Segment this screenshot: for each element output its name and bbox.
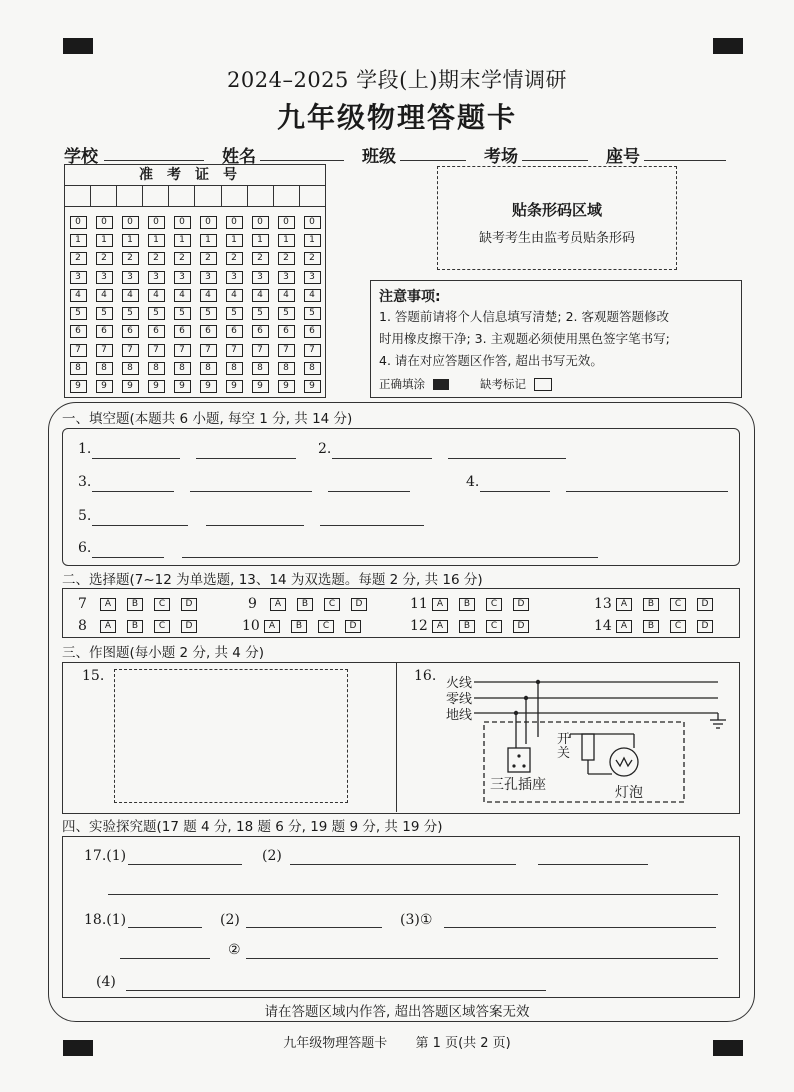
- digit-bubble[interactable]: 5: [252, 307, 269, 320]
- digit-bubble[interactable]: 0: [122, 216, 139, 229]
- section-1-box: [62, 428, 740, 566]
- ground-wire-junction: [514, 711, 518, 715]
- digit-bubble[interactable]: 7: [226, 344, 243, 357]
- choice-bubble[interactable]: C: [486, 620, 502, 633]
- q5-blank-2[interactable]: [206, 525, 304, 526]
- digit-bubble[interactable]: 7: [200, 344, 217, 357]
- circuit-diagram[interactable]: [396, 662, 738, 812]
- bubble-row: [65, 268, 325, 286]
- class-field[interactable]: [400, 160, 466, 161]
- answer-card-title: 九年级物理答题卡: [276, 101, 517, 134]
- neutral-wire-label: 零线: [446, 692, 473, 707]
- digit-bubble[interactable]: 2: [252, 252, 269, 265]
- choice-bubble[interactable]: B: [459, 598, 475, 611]
- q1-blank-2[interactable]: [196, 458, 296, 459]
- digit-bubble[interactable]: 1: [278, 234, 295, 247]
- digit-bubble[interactable]: 8: [304, 362, 321, 375]
- question-number: 12: [410, 618, 428, 634]
- digit-bubble[interactable]: 5: [122, 307, 139, 320]
- bubble-row: [65, 231, 325, 249]
- digit-bubble[interactable]: 7: [252, 344, 269, 357]
- bulb-label: 灯泡: [615, 785, 643, 801]
- q17-2-blank-1[interactable]: [290, 864, 516, 865]
- q17-2-label: (2): [262, 848, 282, 864]
- digit-bubble[interactable]: 7: [96, 344, 113, 357]
- digit-bubble[interactable]: 2: [226, 252, 243, 265]
- digit-bubble[interactable]: 1: [96, 234, 113, 247]
- q18-3-blank-1[interactable]: [444, 927, 716, 928]
- absent-mark-box[interactable]: [534, 378, 552, 391]
- question-number: 10: [242, 618, 260, 634]
- digit-bubble[interactable]: 7: [304, 344, 321, 357]
- digit-bubble[interactable]: 9: [96, 380, 113, 393]
- barcode-subtitle: 缺考考生由监考员贴条形码: [478, 231, 635, 246]
- digit-bubble[interactable]: 0: [304, 216, 321, 229]
- digit-bubble[interactable]: 7: [148, 344, 165, 357]
- q15-label: 15.: [82, 668, 105, 684]
- registration-mark-top-right: [713, 38, 743, 54]
- bubble-row: [65, 341, 325, 359]
- digit-bubble[interactable]: 3: [148, 271, 165, 284]
- choice-bubble[interactable]: D: [697, 598, 713, 611]
- digit-bubble[interactable]: 9: [174, 380, 191, 393]
- q1-blank-1[interactable]: [92, 458, 180, 459]
- digit-bubble[interactable]: 3: [252, 271, 269, 284]
- ground-wire-label: 地线: [446, 708, 473, 723]
- digit-bubble[interactable]: 8: [96, 362, 113, 375]
- digit-bubble[interactable]: 5: [200, 307, 217, 320]
- q6-blank-1[interactable]: [92, 557, 164, 558]
- q17-2-blank-2[interactable]: [538, 864, 648, 865]
- choice-bubble[interactable]: A: [432, 620, 448, 633]
- digit-bubble[interactable]: 9: [278, 380, 295, 393]
- choice-bubble[interactable]: C: [154, 620, 170, 633]
- digit-bubble[interactable]: 6: [226, 325, 243, 338]
- digit-bubble[interactable]: 4: [122, 289, 139, 302]
- q18-4-label: (4): [96, 974, 116, 990]
- bottom-notice: 请在答题区域内作答, 超出答题区域答案无效: [264, 1004, 530, 1020]
- q18-4-blank[interactable]: [126, 990, 546, 991]
- neutral-wire-junction: [524, 696, 528, 700]
- choice-bubble[interactable]: C: [318, 620, 334, 633]
- choice-question: [410, 596, 540, 612]
- choice-bubble[interactable]: B: [643, 620, 659, 633]
- choice-question: [594, 618, 724, 634]
- section-3-heading: 三、作图题(每小题 2 分, 共 4 分): [62, 645, 264, 661]
- digit-bubble[interactable]: 8: [252, 362, 269, 375]
- q2-blank-2[interactable]: [448, 458, 566, 459]
- digit-bubble[interactable]: 9: [226, 380, 243, 393]
- question-number: 9: [248, 596, 257, 612]
- choice-bubble[interactable]: D: [697, 620, 713, 633]
- exam-number-heading: 准考证号: [65, 165, 325, 186]
- section-1-heading: 一、填空题(本题共 6 小题, 每空 1 分, 共 14 分): [62, 411, 353, 427]
- digit-bubble[interactable]: 2: [200, 252, 217, 265]
- digit-bubble[interactable]: 5: [278, 307, 295, 320]
- q4-label: 4.: [466, 474, 480, 490]
- digit-bubble[interactable]: 2: [70, 252, 87, 265]
- bubble-row: [65, 213, 325, 231]
- choice-bubble[interactable]: C: [670, 620, 686, 633]
- digit-bubble[interactable]: 3: [122, 271, 139, 284]
- q1-label: 1.: [78, 441, 92, 457]
- switch-label: 开关: [557, 732, 571, 761]
- live-wire-junction: [536, 680, 540, 684]
- exam-room-label: 考场: [484, 147, 518, 167]
- q16-label: 16.: [414, 668, 437, 684]
- digit-bubble[interactable]: 5: [226, 307, 243, 320]
- q5-blank-3[interactable]: [320, 525, 424, 526]
- choice-bubble[interactable]: A: [100, 598, 116, 611]
- digit-bubble[interactable]: 3: [174, 271, 191, 284]
- digit-bubble[interactable]: 8: [174, 362, 191, 375]
- choice-question: [594, 596, 724, 612]
- bubble-row: [65, 286, 325, 304]
- q4-blank-2[interactable]: [566, 491, 728, 492]
- choice-bubble[interactable]: C: [324, 598, 340, 611]
- digit-bubble[interactable]: 4: [200, 289, 217, 302]
- notes-box: [370, 280, 742, 398]
- absent-mark-label: 缺考标记: [479, 377, 526, 391]
- digit-bubble[interactable]: 4: [304, 289, 321, 302]
- digit-bubble[interactable]: 6: [200, 325, 217, 338]
- digit-bubble[interactable]: 3: [226, 271, 243, 284]
- digit-bubble[interactable]: 4: [278, 289, 295, 302]
- digit-bubble[interactable]: 5: [148, 307, 165, 320]
- digit-bubble[interactable]: 2: [304, 252, 321, 265]
- switch-symbol: [582, 734, 594, 760]
- exam-title: 2024–2025 学段(上)期末学情调研: [227, 68, 567, 92]
- q18-3b-blank[interactable]: [246, 958, 718, 959]
- choice-bubble[interactable]: B: [127, 598, 143, 611]
- choice-bubble[interactable]: C: [154, 598, 170, 611]
- digit-bubble[interactable]: 5: [174, 307, 191, 320]
- digit-bubble[interactable]: 6: [148, 325, 165, 338]
- digit-bubble[interactable]: 4: [70, 289, 87, 302]
- digit-bubble[interactable]: 1: [148, 234, 165, 247]
- bubble-row: [65, 378, 325, 396]
- digit-bubble[interactable]: 1: [122, 234, 139, 247]
- notes-line-1: 1. 答题前请将个人信息填写清楚; 2. 客观题答题修改: [379, 309, 669, 324]
- digit-bubble[interactable]: 8: [278, 362, 295, 375]
- digit-bubble[interactable]: 3: [304, 271, 321, 284]
- name-field[interactable]: [260, 160, 344, 161]
- socket-label: 三孔插座: [490, 777, 546, 793]
- digit-bubble[interactable]: 7: [278, 344, 295, 357]
- digit-bubble[interactable]: 0: [226, 216, 243, 229]
- digit-bubble[interactable]: 9: [70, 380, 87, 393]
- digit-bubble[interactable]: 8: [70, 362, 87, 375]
- choice-bubble[interactable]: A: [616, 598, 632, 611]
- question-number: 7: [78, 596, 87, 612]
- digit-bubble[interactable]: 8: [122, 362, 139, 375]
- question-number: 11: [410, 596, 428, 612]
- digit-bubble[interactable]: 7: [122, 344, 139, 357]
- section-2-heading: 二、选择题(7~12 为单选题, 13、14 为双选题。每题 2 分, 共 16 分): [62, 572, 483, 588]
- exam-number-write-cells[interactable]: [65, 186, 325, 207]
- q18-3-label: (3)①: [400, 912, 433, 928]
- live-wire-label: 火线: [446, 676, 473, 691]
- digit-bubble[interactable]: 1: [304, 234, 321, 247]
- q3-label: 3.: [78, 474, 92, 490]
- digit-bubble[interactable]: 2: [122, 252, 139, 265]
- q4-blank-1[interactable]: [480, 491, 550, 492]
- digit-bubble[interactable]: 0: [278, 216, 295, 229]
- school-field[interactable]: [104, 160, 204, 161]
- bulb-symbol: [610, 748, 638, 776]
- digit-bubble[interactable]: 0: [148, 216, 165, 229]
- digit-bubble[interactable]: 9: [252, 380, 269, 393]
- digit-bubble[interactable]: 8: [226, 362, 243, 375]
- digit-bubble[interactable]: 4: [226, 289, 243, 302]
- digit-bubble[interactable]: 3: [96, 271, 113, 284]
- q18-3-blank-2[interactable]: [120, 958, 210, 959]
- seat-field[interactable]: [644, 160, 726, 161]
- q6-label: 6.: [78, 540, 92, 556]
- correct-fill-sample: [433, 379, 449, 390]
- exam-room-field[interactable]: [522, 160, 588, 161]
- digit-bubble[interactable]: 2: [278, 252, 295, 265]
- digit-bubble[interactable]: 6: [278, 325, 295, 338]
- digit-bubble[interactable]: 6: [252, 325, 269, 338]
- bubble-row: [65, 250, 325, 268]
- digit-bubble[interactable]: 6: [70, 325, 87, 338]
- digit-bubble[interactable]: 1: [252, 234, 269, 247]
- choice-bubble[interactable]: D: [181, 620, 197, 633]
- choice-bubble[interactable]: A: [616, 620, 632, 633]
- digit-bubble[interactable]: 1: [226, 234, 243, 247]
- digit-bubble[interactable]: 7: [70, 344, 87, 357]
- digit-bubble[interactable]: 3: [200, 271, 217, 284]
- registration-mark-top-left: [63, 38, 93, 54]
- choice-bubble[interactable]: D: [513, 620, 529, 633]
- choice-bubble[interactable]: A: [432, 598, 448, 611]
- digit-bubble[interactable]: 2: [174, 252, 191, 265]
- exam-number-grid: [64, 164, 326, 398]
- digit-bubble[interactable]: 5: [70, 307, 87, 320]
- digit-bubble[interactable]: 8: [200, 362, 217, 375]
- socket-symbol: [508, 748, 530, 772]
- q17-1-blank[interactable]: [128, 864, 242, 865]
- question-number: 8: [78, 618, 87, 634]
- digit-bubble[interactable]: 6: [174, 325, 191, 338]
- exam-number-bubbles[interactable]: [65, 213, 325, 396]
- digit-bubble[interactable]: 6: [96, 325, 113, 338]
- digit-bubble[interactable]: 6: [304, 325, 321, 338]
- choice-question: [78, 618, 208, 634]
- notes-heading: 注意事项:: [379, 289, 441, 305]
- digit-bubble[interactable]: 3: [70, 271, 87, 284]
- choice-bubble[interactable]: B: [297, 598, 313, 611]
- digit-bubble[interactable]: 0: [96, 216, 113, 229]
- bubble-row: [65, 359, 325, 377]
- choice-question: [242, 618, 372, 634]
- digit-bubble[interactable]: 2: [96, 252, 113, 265]
- choice-bubble[interactable]: D: [513, 598, 529, 611]
- q18-2-blank[interactable]: [246, 927, 382, 928]
- digit-bubble[interactable]: 9: [200, 380, 217, 393]
- digit-bubble[interactable]: 2: [148, 252, 165, 265]
- digit-bubble[interactable]: 3: [278, 271, 295, 284]
- question-number: 13: [594, 596, 612, 612]
- q2-label: 2.: [318, 441, 332, 457]
- digit-bubble[interactable]: 0: [200, 216, 217, 229]
- choice-bubble[interactable]: D: [345, 620, 361, 633]
- digit-bubble[interactable]: 5: [96, 307, 113, 320]
- choice-bubble[interactable]: B: [459, 620, 475, 633]
- bubble-row: [65, 304, 325, 322]
- q5-blank-1[interactable]: [92, 525, 188, 526]
- q18-2-label: (2): [220, 912, 240, 928]
- digit-bubble[interactable]: 4: [148, 289, 165, 302]
- q3-blank-1[interactable]: [92, 491, 174, 492]
- choice-bubble[interactable]: A: [270, 598, 286, 611]
- seat-label: 座号: [606, 147, 640, 167]
- section-4-heading: 四、实验探究题(17 题 4 分, 18 题 6 分, 19 题 9 分, 共 19 分): [62, 819, 443, 835]
- digit-bubble[interactable]: 7: [174, 344, 191, 357]
- notes-line-2: 时用橡皮擦干净; 3. 主观题必须使用黑色签字笔书写;: [379, 331, 670, 346]
- choice-bubble[interactable]: B: [291, 620, 307, 633]
- q18-1-label: 18.(1): [84, 912, 127, 928]
- q18-3b-label: ②: [228, 942, 241, 958]
- school-label: 学校: [64, 147, 98, 167]
- choice-bubble[interactable]: B: [127, 620, 143, 633]
- choice-bubble[interactable]: A: [100, 620, 116, 633]
- q2-blank-1[interactable]: [332, 458, 432, 459]
- choice-question: [410, 618, 540, 634]
- choice-bubble[interactable]: A: [264, 620, 280, 633]
- digit-bubble[interactable]: 9: [122, 380, 139, 393]
- q15-drawing-area[interactable]: [114, 669, 348, 803]
- choice-bubble[interactable]: C: [670, 598, 686, 611]
- choice-bubble[interactable]: D: [181, 598, 197, 611]
- digit-bubble[interactable]: 0: [174, 216, 191, 229]
- digit-bubble[interactable]: 1: [174, 234, 191, 247]
- choice-question: [78, 596, 208, 612]
- q17-2-blank-3[interactable]: [108, 894, 718, 895]
- digit-bubble[interactable]: 4: [174, 289, 191, 302]
- digit-bubble[interactable]: 9: [148, 380, 165, 393]
- notes-line-3: 4. 请在对应答题区作答, 超出书写无效。: [379, 353, 603, 368]
- digit-bubble[interactable]: 4: [96, 289, 113, 302]
- correct-fill-label: 正确填涂: [379, 377, 425, 391]
- digit-bubble[interactable]: 5: [304, 307, 321, 320]
- digit-bubble[interactable]: 1: [70, 234, 87, 247]
- bubble-row: [65, 323, 325, 341]
- q3-blank-2[interactable]: [190, 491, 312, 492]
- q18-1-blank[interactable]: [128, 927, 202, 928]
- q6-blank-2[interactable]: [182, 557, 598, 558]
- q5-label: 5.: [78, 508, 92, 524]
- question-number: 14: [594, 618, 612, 634]
- digit-bubble[interactable]: 1: [200, 234, 217, 247]
- digit-bubble[interactable]: 6: [122, 325, 139, 338]
- choice-question: [248, 596, 378, 612]
- choice-bubble[interactable]: C: [486, 598, 502, 611]
- digit-bubble[interactable]: 0: [252, 216, 269, 229]
- q3-blank-3[interactable]: [328, 491, 410, 492]
- footer-title: 九年级物理答题卡: [283, 1036, 388, 1051]
- class-label: 班级: [362, 147, 396, 167]
- digit-bubble[interactable]: 8: [148, 362, 165, 375]
- digit-bubble[interactable]: 0: [70, 216, 87, 229]
- choice-bubble[interactable]: B: [643, 598, 659, 611]
- barcode-title: 贴条形码区域: [511, 201, 602, 219]
- barcode-area: [437, 166, 677, 270]
- q17-1-label: 17.(1): [84, 848, 127, 864]
- footer-page-number: 第 1 页(共 2 页): [415, 1036, 511, 1051]
- name-label: 姓名: [222, 147, 256, 167]
- digit-bubble[interactable]: 4: [252, 289, 269, 302]
- digit-bubble[interactable]: 9: [304, 380, 321, 393]
- choice-bubble[interactable]: D: [351, 598, 367, 611]
